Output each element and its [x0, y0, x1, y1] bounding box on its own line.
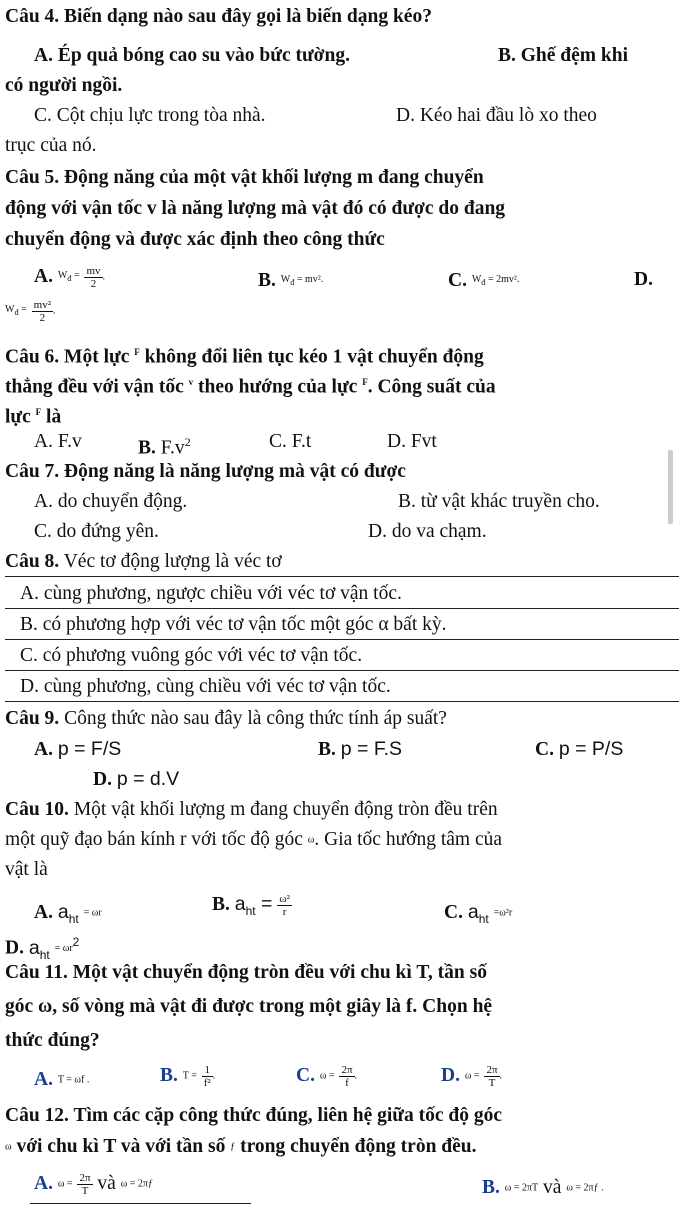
q8-stem: Câu 8. Véc tơ động lượng là véc tơ [5, 551, 282, 572]
q11-option-a[interactable]: A. T = ωf . [34, 1069, 90, 1090]
formula-fraction: $\frac{mv}{2}$ [86, 265, 101, 290]
q4-stem: Câu 4. Biến dạng nào sau đây gọi là biến dạng kéo? [5, 6, 432, 27]
q10-stem-2: một quỹ đạo bán kính r với tốc độ góc ω. Gia tốc hướng tâm của [5, 829, 503, 850]
q6-stem-3: lực $^F$ là [5, 406, 62, 428]
q5-stem-2: động với vận tốc v là năng lượng mà vật đó có được do đang [5, 198, 506, 219]
q12-stem-2: ω với chu kì T và với tần số ƒ trong chuyển động tròn đều. [5, 1136, 477, 1157]
q11-option-d[interactable]: D. ω = $\frac{2\pi}{T}$ . [441, 1064, 503, 1090]
q4-option-b-cont: có người ngồi. [5, 75, 123, 96]
q8-option-b[interactable]: B. có phương hợp với véc tơ vận tốc một góc α bất kỳ. [20, 614, 447, 635]
force-vector-icon: F [35, 407, 42, 417]
q6-option-b[interactable]: B. $F.v^2$ [138, 435, 191, 459]
q9-stem: Câu 9. Công thức nào sau đây là công thức tính áp suất? [5, 708, 447, 729]
underline-rule [30, 1203, 251, 1204]
q12-stem-1: Câu 12. Tìm các cặp công thức đúng, liên hệ giữa tốc độ góc [5, 1105, 503, 1126]
q10-stem-1: Câu 10. Một vật khối lượng m đang chuyển động tròn đều trên [5, 799, 498, 820]
option-label: A. [34, 265, 53, 287]
q5-option-b[interactable] [258, 268, 323, 295]
force-vector-icon: F [362, 377, 368, 387]
formula: $W_đ = mv^2$. [280, 274, 324, 287]
q7-option-c[interactable]: C. do đứng yên. [34, 521, 159, 542]
q5-option-d-formula: $W_đ$ = $\frac{\text{mv²}}{2}$ . [5, 299, 56, 324]
q10-stem-3: vật là [5, 859, 48, 880]
q6-option-c[interactable]: C. F.t [269, 431, 312, 452]
q7-stem: Câu 7. Động năng là năng lượng mà vật có được [5, 461, 406, 482]
q11-stem-1: Câu 11. Một vật chuyển động tròn đều với chu kì T, tần số [5, 962, 487, 983]
q7-option-b[interactable]: B. từ vật khác truyền cho. [398, 491, 600, 512]
formula-fraction: $\frac{\text{ω²}}{r}$ [279, 893, 290, 919]
formula-fraction: $\frac{\text{mv²}}{2}$ [33, 299, 51, 324]
q5-option-a[interactable]: A. $W_đ$ = $\frac{mv}{2}$ . [34, 265, 106, 290]
q9-option-b[interactable]: B. p = F.S [318, 738, 403, 760]
q8-option-c[interactable]: C. có phương vuông góc với véc tơ vận tốc. [20, 645, 363, 666]
q8-option-d[interactable]: D. cùng phương, cùng chiều với véc tơ vận tốc. [20, 676, 391, 697]
q4-option-c[interactable]: C. Cột chịu lực trong tòa nhà. [34, 105, 266, 126]
q4-option-a[interactable]: A. Ép quả bóng cao su vào bức tường. [34, 45, 350, 66]
force-vector-icon: F [134, 347, 140, 357]
q10-option-d[interactable]: D. $a_{ht} = \omega r^2$ [5, 935, 80, 962]
velocity-vector-icon: v [188, 377, 194, 387]
q7-option-a[interactable]: A. do chuyển động. [34, 491, 188, 512]
q4-option-d[interactable]: D. Kéo hai đầu lò xo theo [396, 105, 597, 126]
q12-option-a[interactable]: A. ω = $\frac{2\pi}{T}$ và ω = 2πƒ [34, 1172, 153, 1198]
underline-rule [5, 576, 679, 577]
q8-option-a[interactable]: A. cùng phương, ngược chiều với véc tơ vận tốc. [20, 583, 402, 604]
scrollbar-thumb[interactable] [668, 450, 673, 524]
q6-stem-2: thẳng đều với vận tốc $^v$ theo hướng của lực $^F$. Công suất của [5, 376, 496, 398]
q12-option-b[interactable]: B. ω = 2πT và ω = 2πƒ . [482, 1177, 604, 1198]
underline-rule [5, 608, 679, 609]
q7-option-d[interactable]: D. do va chạm. [368, 521, 487, 542]
formula: $W_đ = 2mv^2$. [471, 274, 520, 287]
q9-option-a[interactable]: A. p = F/S [34, 738, 122, 760]
q5-stem-1: Câu 5. Động năng của một vật khối lượng m đang chuyển [5, 167, 484, 188]
q5-stem-3: chuyển động và được xác định theo công thức [5, 229, 385, 250]
q6-stem-1: Câu 6. Một lực $^F$ không đổi liên tục kéo 1 vật chuyển động [5, 346, 484, 368]
q4-option-b[interactable]: B. Ghế đệm khi [498, 45, 629, 66]
underline-rule [5, 639, 679, 640]
q9-option-c[interactable]: C. p = P/S [535, 738, 624, 760]
underline-rule [5, 701, 679, 702]
q5-option-d[interactable]: D. [634, 269, 653, 290]
q10-option-c[interactable]: C. $a_{ht} =\omega^2r$ [444, 901, 513, 926]
q11-option-c[interactable]: C. ω = $\frac{2\pi}{f}$ . [296, 1064, 358, 1090]
option-label: C. [448, 269, 467, 291]
q5-option-c[interactable] [448, 268, 519, 295]
q11-stem-3: thức đúng? [5, 1030, 100, 1051]
q10-option-a[interactable]: A. $a_{ht} = \omega r$ [34, 901, 102, 926]
q10-option-b[interactable]: B. $a_{ht}$ = $\frac{\text{ω²}}{r}$ [212, 893, 290, 919]
q4-option-d-cont: trục của nó. [5, 135, 97, 156]
q11-option-b[interactable]: B. T = $\frac{1}{\text{f²}}$ . [160, 1064, 216, 1090]
q6-option-d[interactable]: D. Fvt [387, 431, 437, 452]
q11-stem-2: góc ω, số vòng mà vật đi được trong một giây là f. Chọn hệ [5, 996, 493, 1017]
q9-option-d[interactable]: D. p = d.V [93, 768, 180, 790]
underline-rule [5, 670, 679, 671]
option-label: B. [258, 269, 276, 291]
q6-option-a[interactable]: A. F.v [34, 431, 82, 452]
formula-lhs: $W_đ$ = [57, 270, 80, 283]
